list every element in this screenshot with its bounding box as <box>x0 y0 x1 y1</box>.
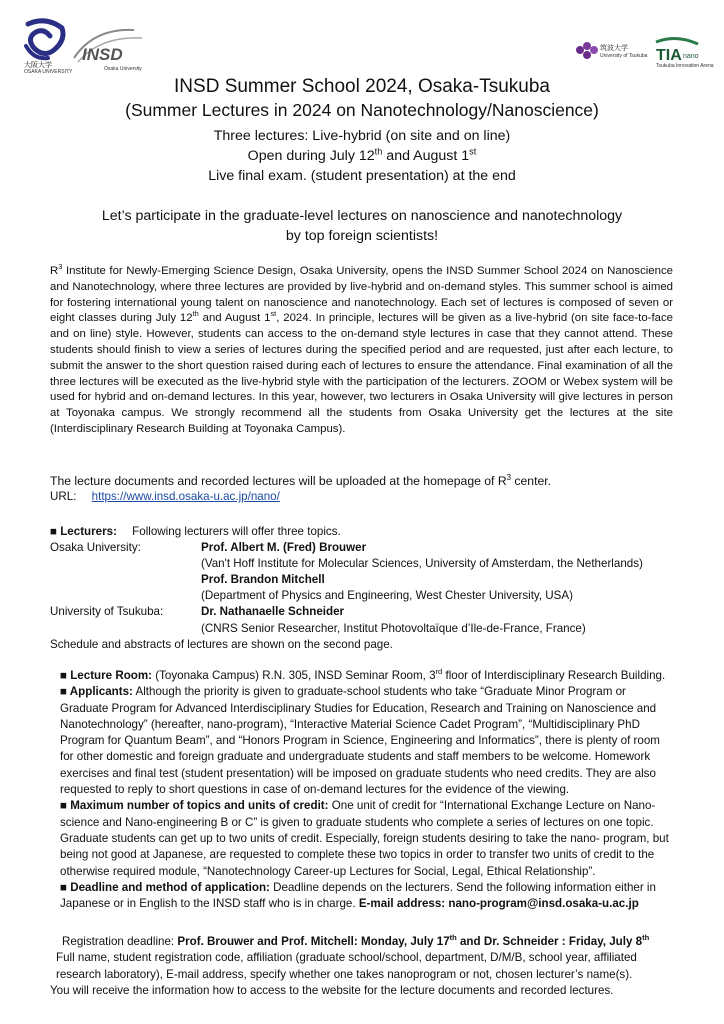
lecturers-intro: Following lecturers will offer three topics. <box>132 525 341 538</box>
invitation <box>0 206 724 246</box>
invitation-line-2: by top foreign scientists! <box>285 228 439 244</box>
email-address: E-mail address: nano-program@insd.osaka-u.ac.jp <box>358 897 639 911</box>
osaka-caption: 大阪大学 <box>24 62 52 69</box>
upload-info <box>50 473 673 505</box>
summary-lines <box>0 126 724 186</box>
lecture-room: ■ Lecture Room: (Toyonaka Campus) R.N. 305, INSD Seminar Room, 3rd floor of Interdisciplinary Research Building. <box>60 667 666 682</box>
invitation-line-1: Let’s participate in the graduate-level lectures on nanoscience and nanotechnology <box>101 208 623 224</box>
page-subtitle: (Summer Lectures in 2024 on Nanotechnology/Nanoscience) <box>125 100 599 120</box>
lecturer-name: Prof. Brandon Mitchell <box>201 573 325 587</box>
lecturer-row <box>50 540 673 572</box>
lecturer-row <box>50 604 673 636</box>
lecturer-name: Dr. Nathanaelle Schneider <box>201 605 345 619</box>
lecturer-name: Prof. Albert M. (Fred) Brouwer <box>201 541 367 555</box>
lecturers-heading-line <box>50 524 673 540</box>
tsukuba-caption: 筑波大学 <box>600 45 628 52</box>
lecturers-heading: ■ Lecturers: <box>50 525 117 538</box>
lecturers-section <box>50 524 673 653</box>
lecturer-affiliation <box>50 572 201 604</box>
tia-wordmark: TIA <box>656 47 682 64</box>
tsukuba-subcaption: University of Tsukuba <box>600 53 648 59</box>
url-line <box>50 489 673 505</box>
credit-info: ■ Maximum number of topics and units of credit: One unit of credit for “International Exchange Lecture on Nano-science and Nano-engineering B or C” is given to graduate students who complete a series of lectures on one topic. Graduate students can get up to two units of credit. Especially, foreign students desiring to take the nano- program, but being not good at Japanese, are requested to complete these two topics in order to transfer two units of credit to the otherwise required module, “Nanotechnology Career-up Lectures for Social, Legal, Ethical Relationship”. <box>60 799 669 878</box>
registration-section <box>50 933 682 999</box>
insd-logo-icon <box>74 30 142 72</box>
insd-wordmark: INSD <box>82 45 123 64</box>
deadline-info: ■ Deadline and method of application: Deadline depends on the lecturers. Send the following information either in Japanese or in English to the INSD staff who is in charge. E-mail address: nano-program@insd.osaka-u.ac.jp <box>60 880 656 911</box>
tsukuba-logo-icon <box>576 42 648 59</box>
page-title: INSD Summer School 2024, Osaka-Tsukuba <box>174 76 550 97</box>
lecturer-affiliation: Osaka University: <box>50 541 141 555</box>
details-sections <box>60 668 673 912</box>
lecturer-detail: (Department of Physics and Engineering, West Chester University, USA) <box>201 589 574 603</box>
lecturer-affiliation: University of Tsukuba: <box>50 605 164 619</box>
tia-nano: nano <box>683 53 699 60</box>
registration-info: Full name, student registration code, affiliation (graduate school/school, department, D/M/B, school year, affiliated research laboratory), E-mail address, specify whether one takes nanoprogram or not, chosen lecturer’s name(s). <box>56 951 637 981</box>
summary-line-3: Live final exam. (student presentation) at the end <box>208 168 516 184</box>
homepage-link[interactable]: https://www.insd.osaka-u.ac.jp/nano/ <box>91 490 280 503</box>
upload-text: The lecture documents and recorded lectures will be uploaded at the homepage of $R^3$ center. <box>50 472 552 488</box>
intro-paragraph: $R^3$ Institute for Newly-Emerging Science Design, Osaka University, opens the INSD Summer School 2024 on Nanoscience and Nanotechnology, where three lectures are provided by live-hybrid and on-demand styles. This summer school is aimed for fostering international young talent on nanoscience and nanotechnology. Each set of lectures is composed of seven or eight classes during July 12th and August 1st, 2024. In principle, lectures will be given as a live-hybrid (on site face-to-face and on line) style. However, students can access to the on-demand style lectures in case that they cannot attend. These students should finish to view a series of lectures during the specified period and are requested, just after each lecture, to submit the answer to the short question raised during each of lectures to ensure the attendance. Final examination of all the three lectures will be executed as the live-hybrid style with the participation of the lecturers. ZOOM or Webex system will be used for hybrid and on-demand lectures. In this year, however, two lecturers in Osaka University will give lectures in person at Toyonaka campus. We strongly recommend all the students from Osaka University get the lectures at the site (Interdisciplinary Research Building at Toyonaka Campus). <box>50 262 674 435</box>
summary-line-2: Open during July 12th and August 1st <box>247 146 477 164</box>
final-note: You will receive the information how to access to the website for the lecture documents and recorded lectures. <box>50 983 614 997</box>
tia-nano-logo-icon <box>656 38 714 69</box>
osaka-university-logo-icon <box>24 21 73 75</box>
tsukuba-tia-logos <box>572 36 714 70</box>
osaka-subcaption: OSAKA UNIVERSITY <box>24 69 73 75</box>
tia-caption: Tsukuba Innovation Arena <box>656 63 714 69</box>
registration-deadline: Registration deadline: Prof. Brouwer and Prof. Mitchell: Monday, July 17th and Dr. Schneider : Friday, July 8th <box>62 933 650 948</box>
lecturer-detail: (CNRS Senior Researcher, Institut Photovoltaïque d’Ile-de-France, France) <box>201 621 586 635</box>
schedule-note: Schedule and abstracts of lectures are shown on the second page. <box>50 637 393 651</box>
url-label: URL: <box>50 490 77 503</box>
insd-sub: Osaka University <box>104 66 142 72</box>
summary-line-1: Three lectures: Live-hybrid (on site and on line) <box>213 128 511 144</box>
osaka-insd-logos <box>24 18 154 74</box>
lecturer-detail: (Van't Hoff Institute for Molecular Sciences, University of Amsterdam, the Netherlands) <box>201 557 643 571</box>
applicants: ■ Applicants: Although the priority is given to graduate-school students who take “Graduate Minor Program or Graduate Program for Advanced Interdisciplinary Studies for Education, Research and Training on Nanoscience and Nanotechnology” (hereafter, nano-program), “Interactive Material Science Cadet Program”, “Multidisciplinary PhD Program for Quantum Beam”, and “Honors Program in Science, Engineering and Informatics”, there is plenty of room for other domestic and foreign graduate and undergraduate students and staff members to be welcome. Homework exercises and final test (student presentation) will be imposed on graduate students who need credits. They are also requested to reply to short questions in case of on-demand lectures for the evidence of the viewing. <box>60 685 660 797</box>
lecturer-row <box>50 572 673 604</box>
